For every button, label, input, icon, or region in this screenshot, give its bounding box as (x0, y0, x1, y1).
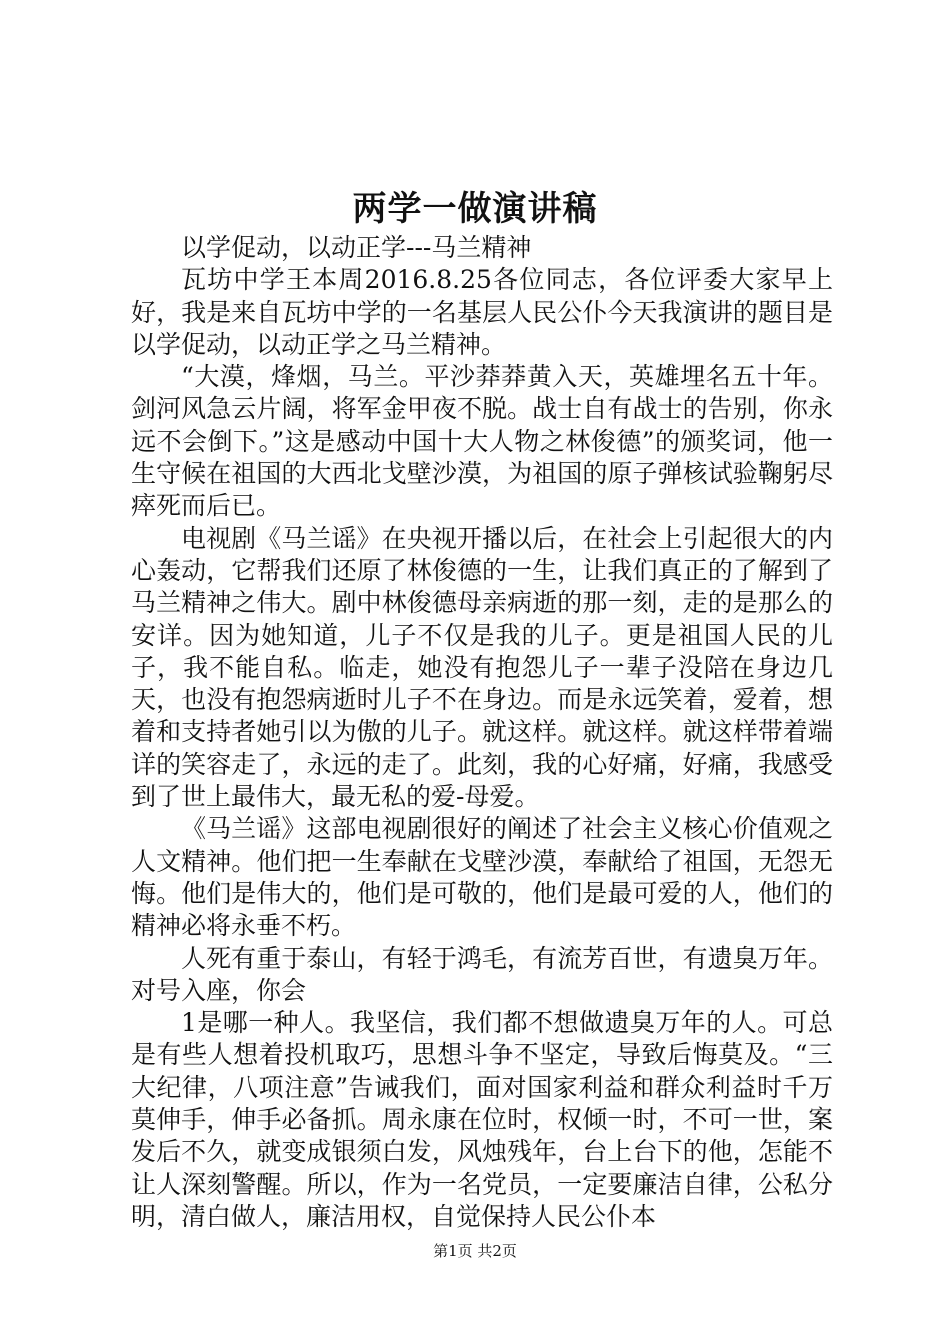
body-paragraph: 《马兰谣》这部电视剧很好的阐述了社会主义核心价值观之人文精神。他们把一生奉献在戈壁沙漠，奉献给了祖国，无怨无悔。他们是伟大的，他们是可敬的，他们是最可爱的人，他们的精神必将永垂不朽。 (131, 814, 833, 941)
body-paragraph: “大漠，烽烟，马兰。平沙莽莽黄入天，英雄埋名五十年。剑河风急云片阔，将军金甲夜不脱。战士自有战士的告别，你永远不会倒下。”这是感动中国十大人物之林俊德”的颁奖词，他一生守候在祖国的大西北戈壁沙漠，为祖国的原子弹核试验鞠躬尽瘁死而后已。 (131, 362, 833, 521)
body-paragraph: 瓦坊中学王本周2016.8.25各位同志，各位评委大家早上好，我是来自瓦坊中学的一名基层人民公仆今天我演讲的题目是以学促动，以动正学之马兰精神。 (131, 265, 833, 359)
page-footer: 第1页 共2页 (433, 1242, 517, 1260)
document-title: 两学一做演讲稿 (352, 189, 598, 229)
document-body (131, 232, 833, 1233)
body-paragraph: 1是哪一种人。我坚信，我们都不想做遗臭万年的人。可总是有些人想着投机取巧，思想斗争不坚定，导致后悔莫及。“三大纪律，八项注意”告诫我们，面对国家利益和群众利益时千万莫伸手，伸手必备抓。周永康在位时，权倾一时，不可一世，案发后不久，就变成银须白发，风烛残年，台上台下的他，怎能不让人深刻警醒。所以，作为一名党员，一定要廉洁自律，公私分明，清白做人，廉洁用权，自觉保持人民公仆本 (131, 1008, 833, 1231)
body-paragraph: 人死有重于泰山，有轻于鸿毛，有流芳百世，有遗臭万年。对号入座，你会 (131, 943, 833, 1005)
body-paragraph: 电视剧《马兰谣》在央视开播以后，在社会上引起很大的内心轰动，它帮我们还原了林俊德的一生，让我们真正的了解到了马兰精神之伟大。剧中林俊德母亲病逝的那一刻，走的是那么的安详。因为她知道，儿子不仅是我的儿子。更是祖国人民的儿子，我不能自私。临走，她没有抱怨儿子一辈子没陪在身边几天，也没有抱怨病逝时儿子不在身边。而是永远笑着，爱着，想着和支持者她引以为傲的儿子。就这样。就这样。就这样带着端详的笑容走了，永远的走了。此刻，我的心好痛，好痛，我感受到了世上最伟大，最无私的爱-母爱。 (131, 523, 833, 812)
subtitle-paragraph: 以学促动，以动正学---马兰精神 (181, 233, 532, 262)
